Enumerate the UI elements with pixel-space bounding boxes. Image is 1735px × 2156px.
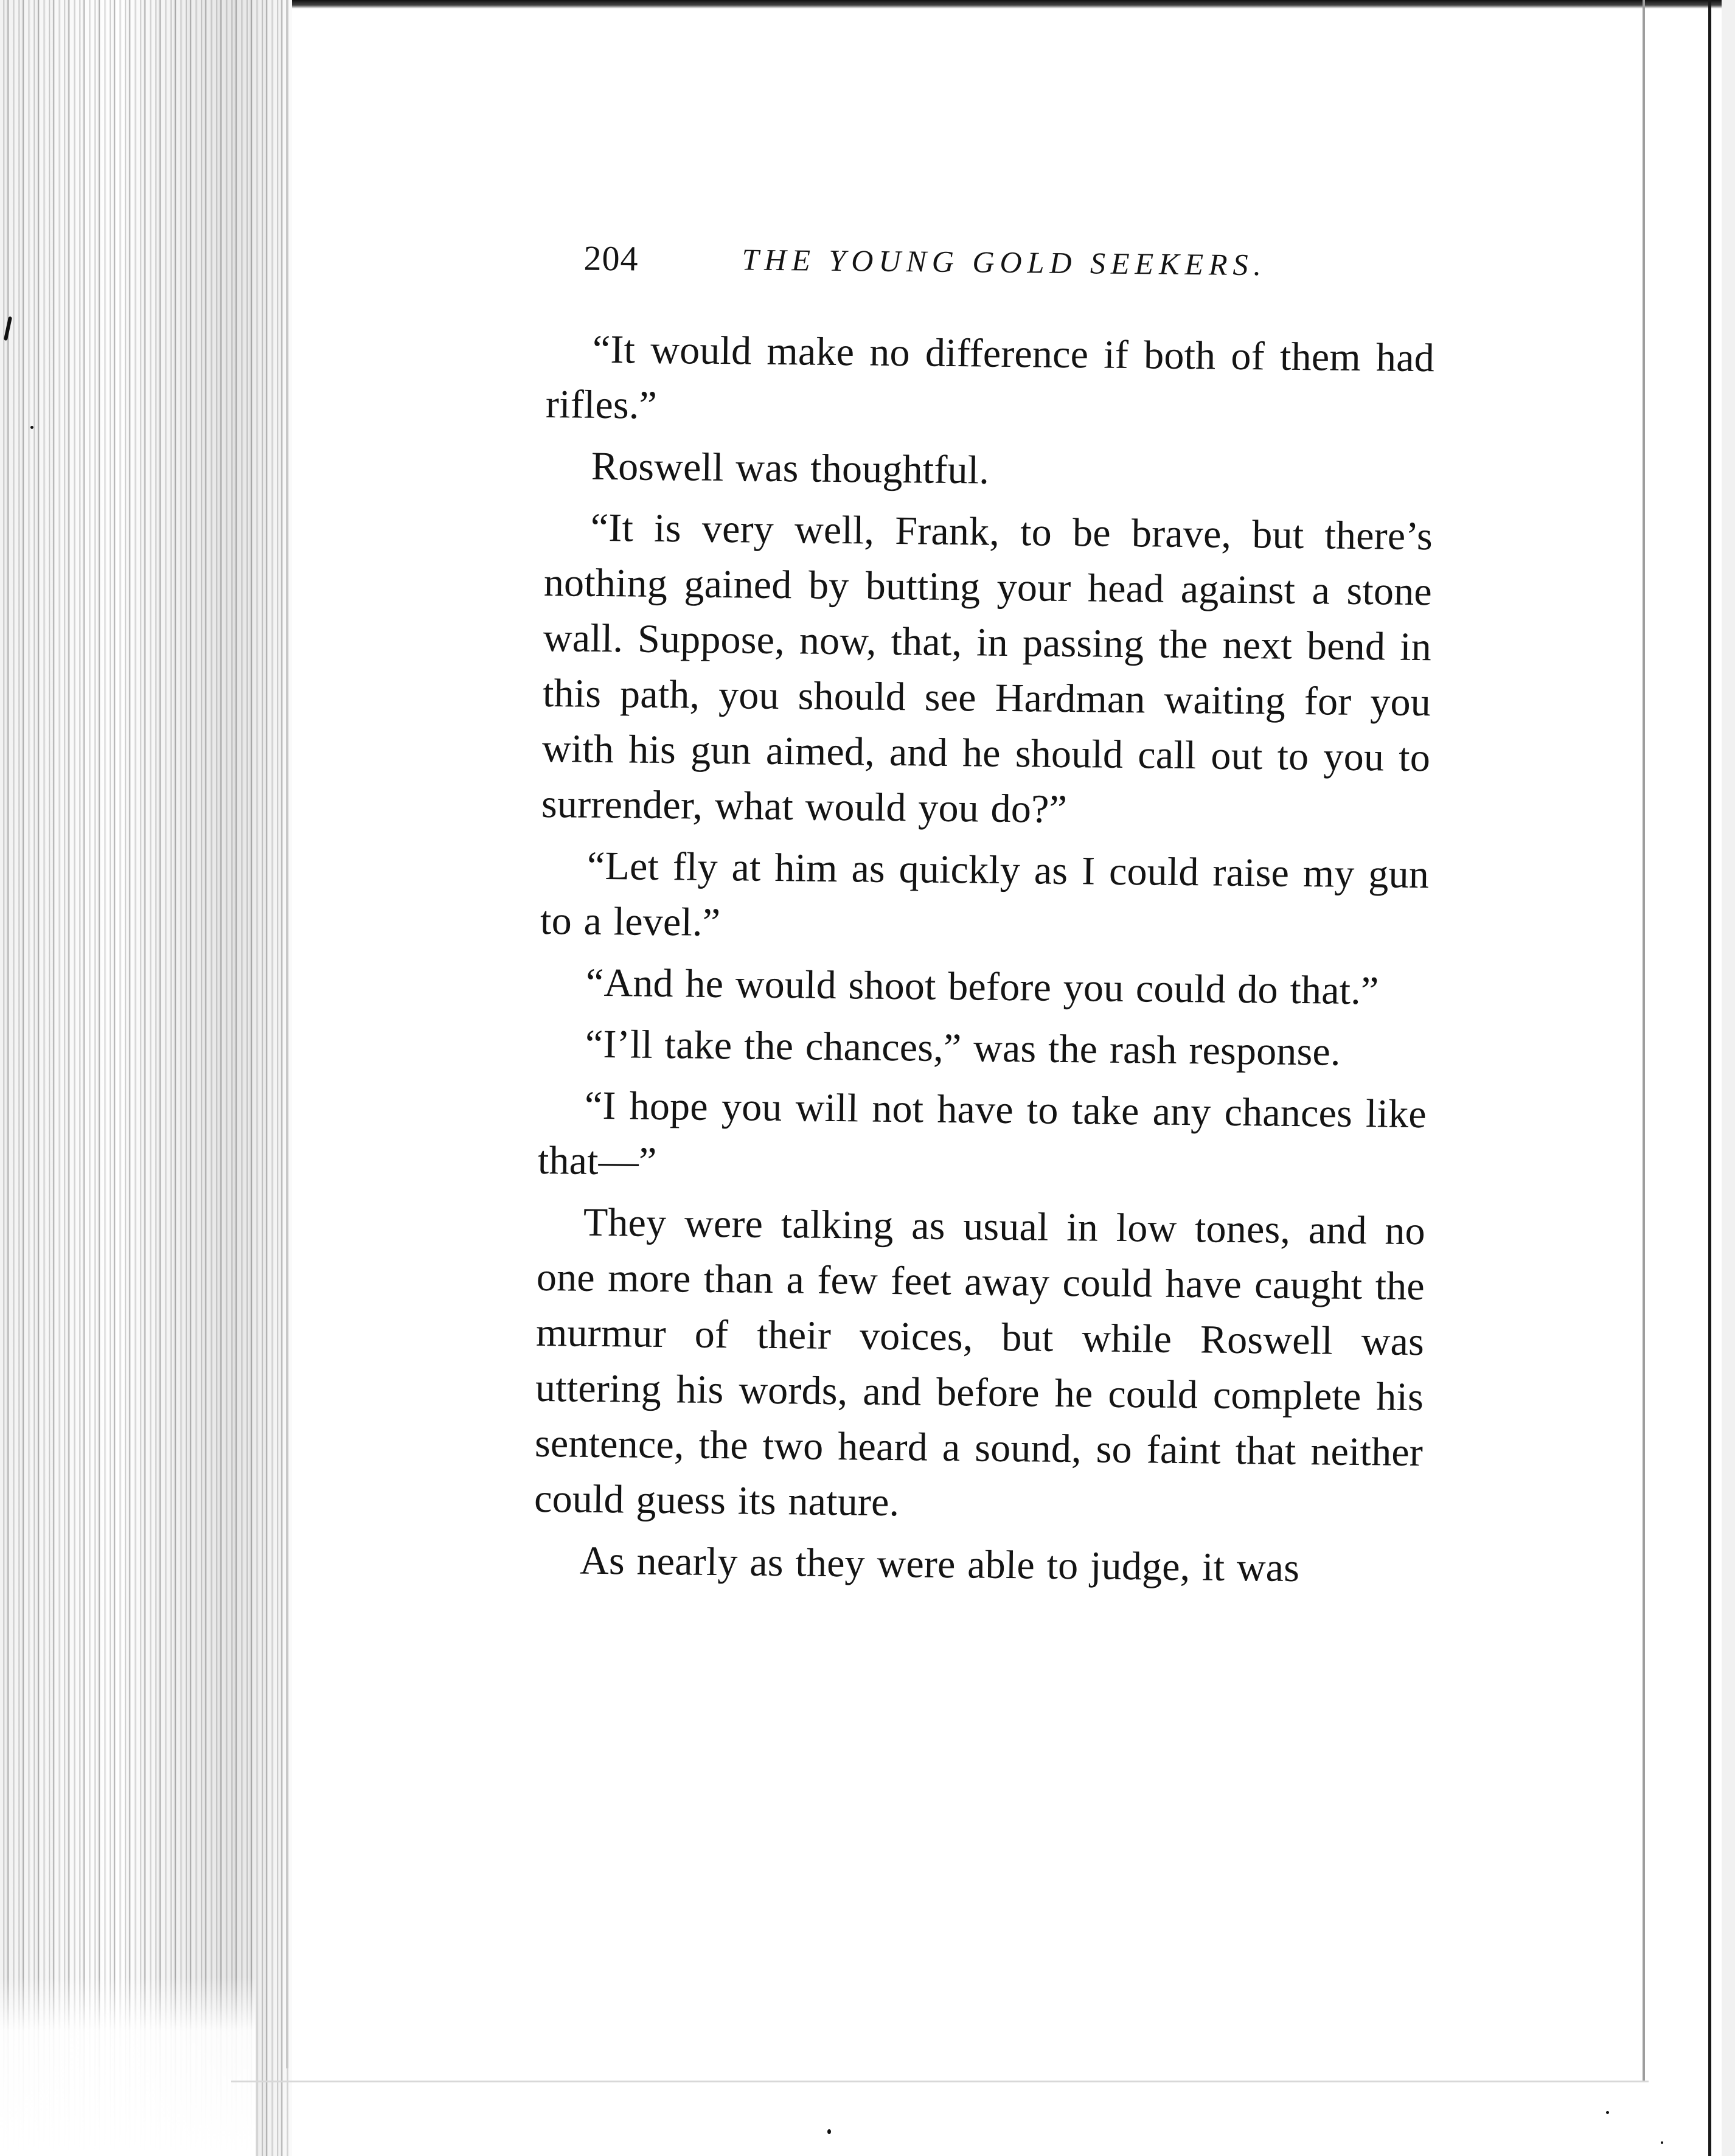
scan-speck [827,2129,831,2134]
scan-speck [30,426,33,429]
paragraph: “And he would shoot before you could do that.” [585,960,1379,1014]
paragraph: As nearly as they were able to judge, it was [579,1538,1300,1591]
bottom-margin-line [231,2081,1649,2082]
right-edge-line [1708,0,1711,2156]
scan-speck [1661,2141,1663,2144]
paragraph: “I’ll take the chances,” was the rash response. [585,1021,1341,1074]
page-content [534,231,1436,1603]
paragraph: “Let fly at him as quickly as I could raise my gun to a level.” [540,843,1430,945]
running-title: THE YOUNG GOLD SEEKERS. [742,242,1267,282]
page-stack-fade [0,1977,256,2156]
paragraph: “I hope you will not have to take any chances like that—” [537,1083,1427,1184]
paragraph: “It is very well, Frank, to be brave, but there’s nothing gained by butting your head against a stone wall. Suppose, now, that, in passing the next bend in this path, you should see Hardman waiting for you with his gun aimed, and he should call out to you to surrender, what would you do?” [541,505,1433,832]
paragraph: They were talking as usual in low tones, and no one more than a few feet away could have caught the murmur of their voices, but while Roswell was uttering his words, and before he could complete his sentence, the two heard a sound, so faint that neither could guess its nature. [534,1200,1426,1525]
running-head [547,231,1436,313]
right-edge-strip [1722,0,1735,2156]
scan-speck [1606,2111,1609,2114]
gutter-line [286,0,288,2068]
paragraph: “It would make no difference if both of them had rifles.” [545,327,1435,428]
paragraph: Roswell was thoughtful. [591,443,990,493]
page-number: 204 [583,238,639,279]
page-stack-shading [0,0,292,2156]
right-margin-line [1643,0,1645,2081]
